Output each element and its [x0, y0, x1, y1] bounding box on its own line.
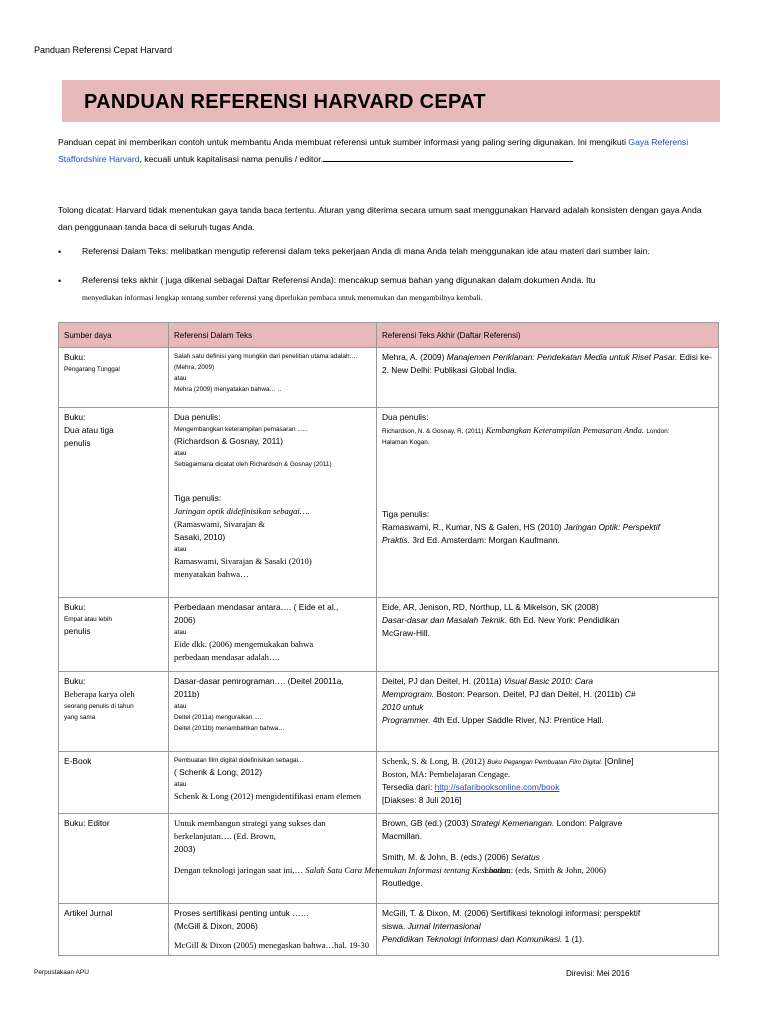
bullet-end-text-cont: menyediakan informasi lengkap tentang sumber referensi yang diperlukan pembaca untuk menemukan dan mengambilnya kembali.	[82, 293, 483, 302]
bullet-end-text: Referensi teks akhir ( juga dikenal sebagai Daftar Referensi Anda): mencakup semua bahan yang digunakan dalam dokumen Anda. Itu	[82, 275, 596, 285]
source-cell: Buku: Empat atau lebih penulis	[59, 598, 169, 672]
in-text-cell: Dua penulis: Mengembangkan keterampilan pemasaran ...... (Richardson & Gosnay, 2011) atau Sebagaimana dicatat oleh Richardson & Gosnay (2011) Tiga penulis: Jaringan optik didefinisikan sebagai…. (Ramaswami, Sivarajan & Sasaki, 2010) atau Ramaswami, Sivarajan & Sasaki (2010) menyatakan bahwa…	[169, 408, 377, 598]
title-banner	[62, 80, 720, 122]
source-cell: E-Book	[59, 752, 169, 814]
safaribooks-link[interactable]: http://safaribooksonline.com/book	[434, 782, 560, 792]
note-paragraph	[58, 202, 718, 236]
table-row	[59, 752, 719, 814]
source-cell: Buku: Editor	[59, 814, 169, 904]
intro-text: Panduan cepat ini memberikan contoh untuk membantu Anda membuat referensi untuk sumber informasi yang paling sering digunakan. Ini mengikuti	[58, 137, 626, 147]
table-row	[59, 408, 719, 598]
col-header-end-text: Referensi Teks Akhir (Daftar Referensi)	[377, 323, 719, 348]
table-header-row	[59, 323, 719, 348]
table-row	[59, 904, 719, 956]
reference-table	[58, 322, 719, 956]
underline-rule	[323, 152, 573, 162]
end-text-cell: Deitel, PJ dan Deitel, H. (2011a) Visual Basic 2010: Cara Memprogram. Boston: Pearson. Deitel, PJ dan Deitel, H. (2011b) C# 2010 untuk Programmer. 4th Ed. Upper Saddle River, NJ: Prentice Hall.	[377, 672, 719, 752]
note-label: Tolong dicatat:	[58, 205, 114, 215]
bullet-marker: •	[58, 276, 62, 286]
in-text-cell: Untuk membangun strategi yang sukses dan berkelanjutan…. (Ed. Brown, 2003) Dengan teknologi jaringan saat ini,… Salah Satu Cara Menemukan Informasi tentang Kesehatan.	[169, 814, 377, 904]
note-text: Harvard tidak menentukan gaya tanda baca tertentu. Aturan yang diterima secara umum saat menggunakan Harvard adalah konsisten dengan gaya Anda dan penggunaan tanda baca di seluruh tugas Anda.	[58, 205, 702, 232]
source-cell: Artikel Jurnal	[59, 904, 169, 956]
bullet-marker: •	[58, 247, 62, 257]
col-header-source: Sumber daya	[59, 323, 169, 348]
in-text-cell: Dasar-dasar pemrograman…. (Deitel 20011a, 2011b) atau Deitel (2011a) menguraikan .... Deitel (2011b) menambahkan bahwa…	[169, 672, 377, 752]
end-text-cell: Brown, GB (ed.) (2003) Strategi Kemenangan. London: Palgrave Macmillan. Smith, M. & John, B. (eds.) (2006) Seratus London: (eds. Smith & John, 2006) Routledge.	[377, 814, 719, 904]
table-row	[59, 814, 719, 904]
end-text-cell: Eide, AR, Jenison, RD, Northup, LL & Mikelson, SK (2008) Dasar-dasar dan Masalah Teknik. 6th Ed. New York: Pendidikan McGraw-Hill.	[377, 598, 719, 672]
running-header: Panduan Referensi Cepat Harvard	[34, 45, 173, 55]
in-text-cell: Pembuatan film digital didefinisikan sebagai... ( Schenk & Long, 2012) atau Schenk & Long (2012) mengidentifikasi enam elemen	[169, 752, 377, 814]
table-row	[59, 598, 719, 672]
footer-revised: Direvisi: Mei 2016	[566, 969, 630, 978]
table-row	[59, 672, 719, 752]
end-text-cell: Schenk, S. & Long, B. (2012) Buku Pegangan Pembuatan Film Digital. [Online] Boston, MA: Pembelajaran Cengage. Tersedia dari: http://safaribooksonline.com/book [Diakses: 8 Juli 2016]	[377, 752, 719, 814]
staffordshire-harvard-link[interactable]: Gaya Referensi Staffordshire Harvard	[58, 137, 689, 164]
in-text-cell: Proses sertifikasi penting untuk …… (McGill & Dixon, 2006) McGill & Dixon (2005) menegaskan bahwa…hal. 19-30	[169, 904, 377, 956]
end-text-cell: Dua penulis: Richardson, N. & Gosnay, R. (2011) Kembangkan Keterampilan Pemasaran Anda. London: Halaman Kogan. Tiga penulis: Ramaswami, R., Kumar, NS & Galen, HS (2010) Jaringan Optik: Perspektif Praktis. 3rd Ed. Amsterdam: Morgan Kaufmann.	[377, 408, 719, 598]
footer-library: Perpustakaan APU	[34, 969, 89, 976]
end-text-cell: Mehra, A. (2009) Manajemen Periklanan: Pendekatan Media untuk Riset Pasar. Edisi ke-2. New Delhi: Publikasi Global India.	[377, 348, 719, 408]
source-cell: Buku: Beberapa karya oleh seorang penulis di tahun yang sama	[59, 672, 169, 752]
end-text-cell: McGill, T. & Dixon, M. (2006) Sertifikasi teknologi informasi: perspektif siswa. Jurnal Internasional Pendidikan Teknologi Informasi dan Komunikasi. 1 (1).	[377, 904, 719, 956]
col-header-in-text: Referensi Dalam Teks	[169, 323, 377, 348]
intro-paragraph	[58, 134, 708, 168]
table-row	[59, 348, 719, 408]
page-title: PANDUAN REFERENSI HARVARD CEPAT	[84, 91, 486, 113]
source-cell: Buku: Dua atau tiga penulis	[59, 408, 169, 598]
bullet-in-text: Referensi Dalam Teks: melibatkan mengutip referensi dalam teks pekerjaan Anda di mana Anda telah menggunakan ide atau materi dari sumber lain.	[82, 246, 650, 256]
source-cell: Buku: Pengarang Tunggal	[59, 348, 169, 408]
intro-after: , kecuali untuk kapitalisasi nama penulis / editor.	[139, 154, 323, 164]
in-text-cell: Salah satu definisi yang mungkin dari penelitian utama adalah…. (Mehra, 2009) atau Mehra (2009) menyatakan bahwa… ..	[169, 348, 377, 408]
in-text-cell: Perbedaan mendasar antara…. ( Eide et al., 2006) atau Eide dkk. (2006) mengemukakan bahwa perbedaan mendasar adalah….	[169, 598, 377, 672]
